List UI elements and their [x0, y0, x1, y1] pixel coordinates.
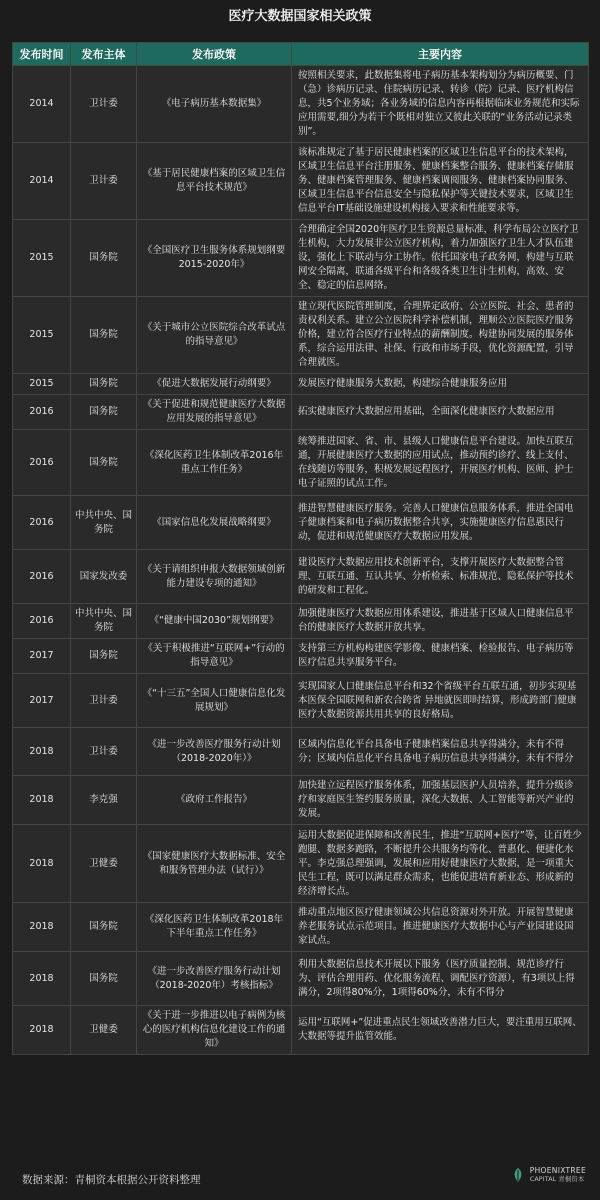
cell-issuer: 卫计委	[71, 728, 137, 776]
cell-content: 推动重点地区医疗健康领域公共信息资源对外开放。开展智慧健康养老服务试点示范项目。推进健康医疗大数据中心与产业园建设国家试点。	[292, 903, 589, 952]
cell-policy: 《政府工作报告》	[137, 776, 292, 825]
cell-policy: 《关于请组织申报大数据领域创新能力建设专项的通知》	[137, 550, 292, 604]
header-year: 发布时间	[13, 43, 71, 66]
cell-content: 支持第三方机构构建医学影像、健康档案、检验报告、电子病历等医疗信息共享服务平台。	[292, 639, 589, 674]
table-row	[13, 66, 589, 143]
cell-year: 2015	[13, 297, 71, 374]
table-row	[13, 639, 589, 674]
cell-year: 2015	[13, 220, 71, 297]
cell-policy: 《国家信息化发展战略纲要》	[137, 496, 292, 550]
cell-issuer: 中共中央、国务院	[71, 496, 137, 550]
cell-policy: 《关于积极推进“互联网+”行动的指导意见》	[137, 639, 292, 674]
cell-issuer: 国务院	[71, 395, 137, 430]
cell-policy: 《关于进一步推进以电子病例为核心的医疗机构信息化建设工作的通知》	[137, 1006, 292, 1055]
cell-issuer: 国务院	[71, 430, 137, 496]
header-content: 主要内容	[292, 43, 589, 66]
cell-issuer: 卫计委	[71, 143, 137, 220]
cell-year: 2015	[13, 374, 71, 395]
cell-content: 运用大数据促进保障和改善民生，推进“互联网+医疗”等，让百姓少跑腿、数据多跑路，不断提升公共服务均等化、普惠化、便捷化水平。李克强总理强调，发展和应用好健康医疗大数据，是一项重大民生工程，既可以满足群众需求，也能促进培育新业态、形成新的经济增长点。	[292, 825, 589, 903]
table-row	[13, 143, 589, 220]
cell-policy: 《进一步改善医疗服务行动计划（2018-2020年）考核指标》	[137, 952, 292, 1006]
cell-content: 拓实健康医疗大数据应用基础，全面深化健康医疗大数据应用	[292, 395, 589, 430]
cell-content: 建设医疗大数据应用技术创新平台，支撑开展医疗大数据整合管理、互联互通、互认共享、分析检索、标准规范、隐私保护等技术的研发和工程化。	[292, 550, 589, 604]
policy-table	[12, 42, 589, 1055]
cell-policy: 《进一步改善医疗服务行动计划（2018-2020年）》	[137, 728, 292, 776]
table-row	[13, 776, 589, 825]
table-row	[13, 297, 589, 374]
table-row	[13, 674, 589, 728]
cell-year: 2018	[13, 728, 71, 776]
cell-issuer: 国务院	[71, 639, 137, 674]
cell-policy: 《国家健康医疗大数据标准、安全和服务管理办法（试行）》	[137, 825, 292, 903]
cell-policy: 《深化医药卫生体制改革2018年下半年重点工作任务》	[137, 903, 292, 952]
cell-year: 2018	[13, 1006, 71, 1055]
cell-issuer: 卫健委	[71, 1006, 137, 1055]
table-row	[13, 496, 589, 550]
cell-content: 实现国家人口健康信息平台和32个省级平台互联互通，初步实现基本医保全国联网和新农合跨省 异地就医即时结算，形成跨部门健康医疗大数据资源共用共享的良好格局。	[292, 674, 589, 728]
logo-text-line2: CAPITAL	[529, 1175, 557, 1183]
cell-issuer: 中共中央、国务院	[71, 604, 137, 639]
cell-year: 2017	[13, 639, 71, 674]
table-row	[13, 395, 589, 430]
page-title: 医疗大数据国家相关政策	[228, 9, 372, 24]
cell-content: 发展医疗健康服务大数据，构建综合健康服务应用	[292, 374, 589, 395]
logo-text-line1: PHOENIXTREE	[529, 1166, 586, 1175]
table-row	[13, 728, 589, 776]
cell-issuer: 国务院	[71, 297, 137, 374]
cell-content: 区域内信息化平台具备电子健康档案信息共享得满分，未有不得分；区域内信息化平台具备电子病历信息共享得满分，未有不得分	[292, 728, 589, 776]
cell-issuer: 国务院	[71, 374, 137, 395]
cell-content: 加强健康医疗大数据应用体系建设，推进基于区域人口健康信息平台的健康医疗大数据开放共享。	[292, 604, 589, 639]
cell-content: 该标准规定了基于居民健康档案的区域卫生信息平台的技术架构，区域卫生信息平台注册服务、健康档案整合服务、健康档案存储服务、健康档案管理服务、健康档案调阅服务、健康档案协同服务、区域卫生信息平台信息安全与隐私保护等关键技术要求，区域卫生信息平台IT基础设施建设机构接入要求和性能要求等。	[292, 143, 589, 220]
cell-year: 2014	[13, 66, 71, 143]
cell-issuer: 卫计委	[71, 674, 137, 728]
header-policy: 发布政策	[137, 43, 292, 66]
leaf-logo-icon	[510, 1167, 526, 1183]
cell-issuer: 国务院	[71, 220, 137, 297]
cell-year: 2016	[13, 395, 71, 430]
cell-issuer: 李克强	[71, 776, 137, 825]
cell-issuer: 国家发改委	[71, 550, 137, 604]
cell-year: 2018	[13, 825, 71, 903]
cell-policy: 《“健康中国2030”规划纲要》	[137, 604, 292, 639]
table-row	[13, 1006, 589, 1055]
cell-policy: 《电子病历基本数据集》	[137, 66, 292, 143]
cell-content: 加快建立远程医疗服务体系，加强基层医护人员培养，提升分级诊疗和家庭医生签约服务质量，深化大数据、人工智能等新兴产业的发展。	[292, 776, 589, 825]
cell-policy: 《促进大数据发展行动纲要》	[137, 374, 292, 395]
cell-issuer: 卫健委	[71, 825, 137, 903]
table-row	[13, 220, 589, 297]
cell-year: 2016	[13, 550, 71, 604]
cell-year: 2016	[13, 496, 71, 550]
cell-policy: 《“十三五”全国人口健康信息化发展规划》	[137, 674, 292, 728]
cell-content: 建立现代医院管理制度，合理界定政府、公立医院、社会、患者的责权利关系。建立公立医院科学补偿机制，理顺公立医院医疗服务价格，建立符合医疗行业特点的薪酬制度。构建协同发展的服务体系，综合运用法律、社保、行政和市场手段，优化资源配置，引导合理就医。	[292, 297, 589, 374]
table-row	[13, 903, 589, 952]
table-row	[13, 374, 589, 395]
cell-policy: 《基于居民健康档案的区域卫生信息平台技术规范》	[137, 143, 292, 220]
table-header-row	[13, 43, 589, 66]
brand-logo	[510, 1166, 586, 1183]
cell-content: 运用“互联网+”促进重点民生领域改善潜力巨大，要注重用互联网、大数据等提升监管效能。	[292, 1006, 589, 1055]
cell-content: 合理确定全国2020年医疗卫生资源总量标准，科学布局公立医疗卫生机构，大力发展非公立医疗机构，着力加强医疗卫生人才队伍建设，强化上下联动与分工协作。依托国家电子政务网，构建与互联网安全隔离，联通各级平台和各级各类卫生计生机构，高效、安全、稳定的信息网络。	[292, 220, 589, 297]
table-row	[13, 430, 589, 496]
cell-policy: 《关于促进和规范健康医疗大数据应用发展的指导意见》	[137, 395, 292, 430]
table-row	[13, 825, 589, 903]
cell-issuer: 卫计委	[71, 66, 137, 143]
cell-year: 2016	[13, 430, 71, 496]
logo-text-cn: 青桐资本	[558, 1175, 585, 1183]
cell-content: 按照相关要求，此数据集将电子病历基本架构划分为病历概要、门（急）诊病历记录、住院病历记录、转诊（院）记录、医疗机构信息，共5个业务域；各业务域的信息内容再根据临床业务规范和实际应用需要,细分为若干个既相对独立又彼此关联的“业务活动记录类别”。	[292, 66, 589, 143]
cell-policy: 《全国医疗卫生服务体系规划纲要2015-2020年》	[137, 220, 292, 297]
cell-year: 2014	[13, 143, 71, 220]
cell-issuer: 国务院	[71, 903, 137, 952]
cell-year: 2018	[13, 776, 71, 825]
cell-content: 利用大数据信息技术开展以下服务（医疗质量控制、规范诊疗行为、评估合理用药、优化服务流程、调配医疗资源），有3项以上得满分，2项得80%分，1项得60%分，未有不得分	[292, 952, 589, 1006]
cell-year: 2017	[13, 674, 71, 728]
cell-issuer: 国务院	[71, 952, 137, 1006]
cell-year: 2018	[13, 952, 71, 1006]
cell-content: 统筹推进国家、省、市、县级人口健康信息平台建设。加快互联互通，开展健康医疗大数据的应用试点，推动预约诊疗、线上支付、在线随访等服务，积极发展远程医疗，开展医疗机构、医师、护士电子证照的试点工作。	[292, 430, 589, 496]
header-issuer: 发布主体	[71, 43, 137, 66]
source-note: 数据来源：青桐资本根据公开资料整理	[22, 1174, 201, 1186]
table-row	[13, 604, 589, 639]
cell-year: 2016	[13, 604, 71, 639]
table-row	[13, 550, 589, 604]
cell-policy: 《深化医药卫生体制改革2016年重点工作任务》	[137, 430, 292, 496]
cell-content: 推进智慧健康医疗服务。完善人口健康信息服务体系，推进全国电子健康档案和电子病历数据整合共享，实施健康医疗信息惠民行动，促进和规范健康医疗大数据应用发展。	[292, 496, 589, 550]
cell-year: 2018	[13, 903, 71, 952]
cell-policy: 《关于城市公立医院综合改革试点的指导意见》	[137, 297, 292, 374]
table-row	[13, 952, 589, 1006]
